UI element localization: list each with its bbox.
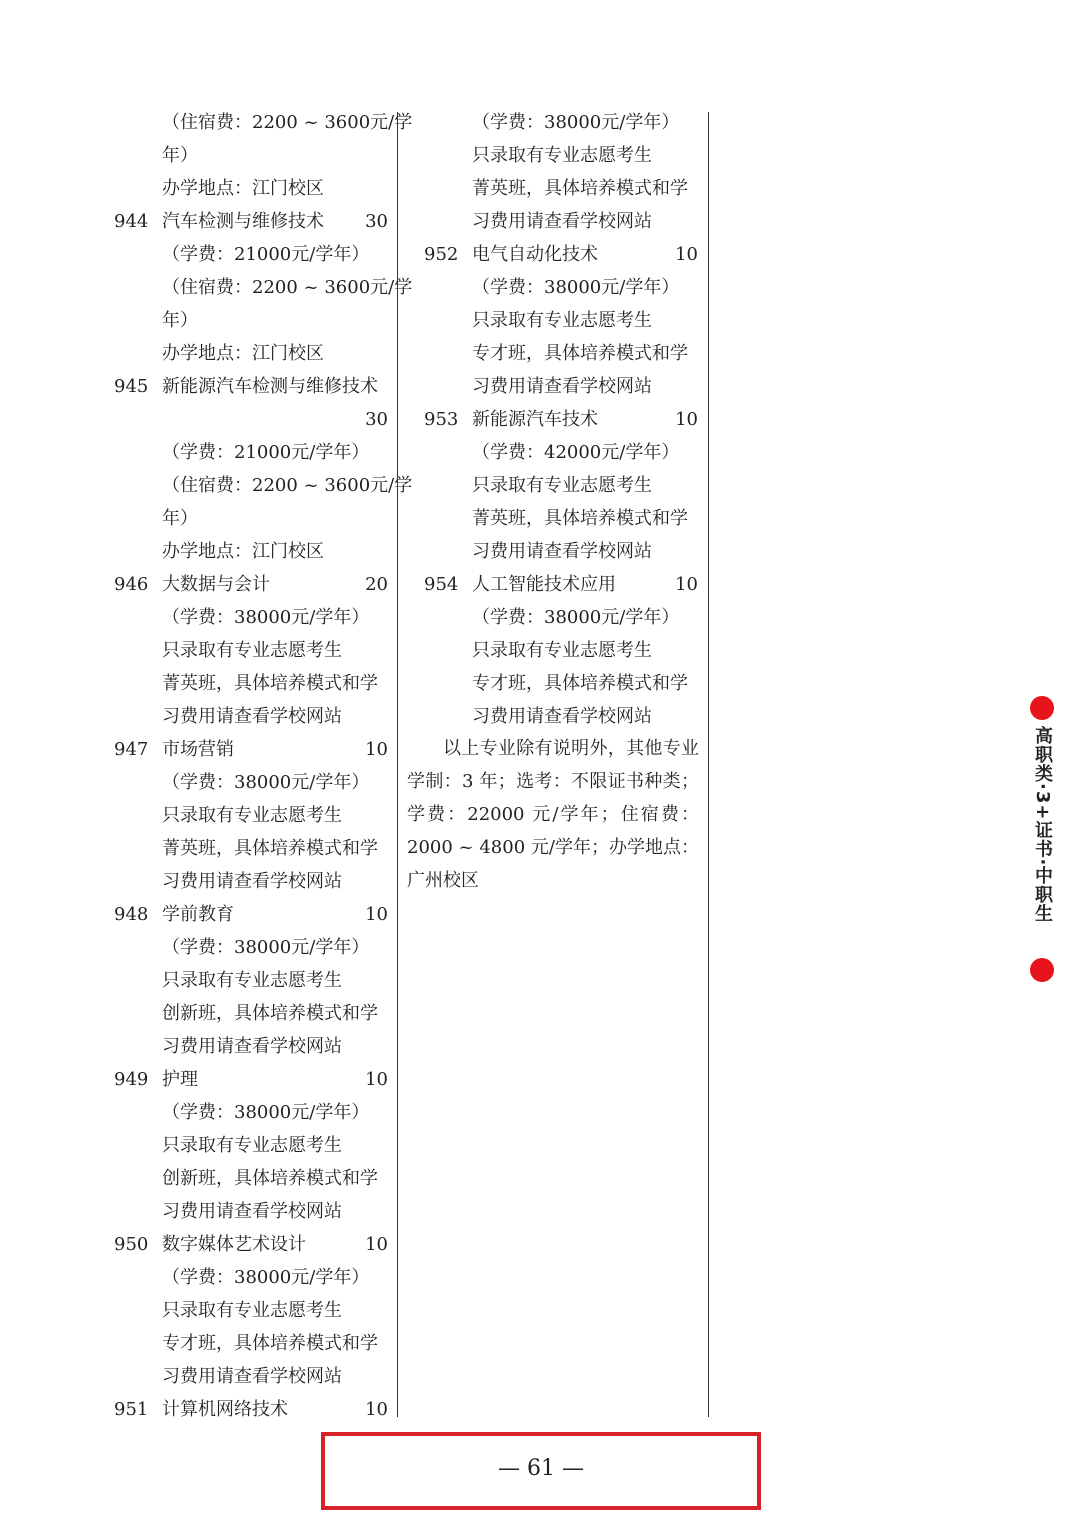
program-row — [420, 568, 700, 601]
program-detail-line — [108, 865, 390, 898]
program-detail-line — [420, 469, 700, 502]
program-code: 954 — [424, 574, 459, 595]
program-detail-line — [108, 1327, 390, 1360]
program-detail-text: 专才班，具体培养模式和学 — [472, 343, 688, 364]
program-detail-line — [108, 337, 390, 370]
program-detail-text: 创新班，具体培养模式和学 — [162, 1168, 378, 1189]
program-detail-line — [420, 106, 700, 139]
program-row — [420, 238, 700, 271]
program-detail-line — [108, 667, 390, 700]
program-detail-text: 只录取有专业志愿考生 — [472, 310, 652, 331]
program-detail-text: 办学地点：江门校区 — [162, 178, 324, 199]
program-detail-line — [108, 271, 413, 304]
program-detail-line — [420, 271, 700, 304]
program-quota: 10 — [675, 574, 698, 595]
program-detail-text: 专才班，具体培养模式和学 — [162, 1333, 378, 1354]
program-detail-text: 菁英班，具体培养模式和学 — [472, 178, 688, 199]
program-row — [108, 898, 390, 931]
program-detail-text: 只录取有专业志愿考生 — [162, 970, 342, 991]
program-detail-text: 习费用请查看学校网站 — [472, 211, 652, 232]
program-detail-line — [420, 337, 700, 370]
program-detail-line — [108, 1129, 390, 1162]
program-detail-line — [108, 1162, 390, 1195]
program-row — [108, 1393, 390, 1426]
program-detail-text: 只录取有专业志愿考生 — [162, 640, 342, 661]
program-code: 947 — [114, 739, 149, 760]
program-detail-text: （学费：38000元/学年） — [162, 772, 370, 793]
program-detail-text: 年） — [162, 310, 198, 331]
column-divider — [397, 112, 398, 1417]
program-row — [108, 205, 390, 238]
program-detail-line — [108, 1294, 390, 1327]
program-detail-line — [420, 667, 700, 700]
program-detail-text: 只录取有专业志愿考生 — [472, 145, 652, 166]
program-detail-text: 习费用请查看学校网站 — [162, 1366, 342, 1387]
program-code: 949 — [114, 1069, 149, 1090]
program-row — [108, 370, 390, 403]
program-detail-line — [420, 436, 700, 469]
program-detail-line — [108, 832, 390, 865]
program-detail-text: 习费用请查看学校网站 — [472, 706, 652, 727]
program-detail-line — [108, 766, 390, 799]
program-detail-line — [108, 106, 413, 139]
program-name: 市场营销 — [162, 739, 234, 760]
program-detail-line — [108, 1360, 390, 1393]
program-detail-text: （学费：38000元/学年） — [162, 607, 370, 628]
program-detail-text: （住宿费：2200 ~ 3600元/学 — [162, 112, 413, 133]
program-row — [108, 1228, 390, 1261]
program-detail-line — [108, 535, 390, 568]
program-name: 大数据与会计 — [162, 574, 270, 595]
program-detail-text: （学费：38000元/学年） — [472, 607, 680, 628]
program-detail-line — [420, 205, 700, 238]
program-detail-line — [108, 502, 390, 535]
program-detail-line — [420, 139, 700, 172]
program-detail-text: （学费：38000元/学年） — [162, 937, 370, 958]
footer-highlight-box — [321, 1432, 761, 1510]
program-quota: 30 — [365, 409, 388, 430]
program-detail-text: 办学地点：江门校区 — [162, 541, 324, 562]
program-detail-text: 习费用请查看学校网站 — [472, 541, 652, 562]
program-code: 953 — [424, 409, 459, 430]
program-detail-line — [108, 436, 390, 469]
red-dot-icon — [1030, 696, 1054, 720]
program-row — [108, 733, 390, 766]
program-row — [420, 403, 700, 436]
program-detail-line — [108, 931, 390, 964]
program-detail-line — [420, 601, 700, 634]
program-detail-line — [108, 139, 390, 172]
program-name: 数字媒体艺术设计 — [162, 1234, 306, 1255]
program-detail-text: （学费：38000元/学年） — [472, 112, 680, 133]
program-quota: 10 — [675, 409, 698, 430]
program-quota: 30 — [365, 211, 388, 232]
program-detail-line — [420, 634, 700, 667]
program-detail-line — [108, 1096, 390, 1129]
right-column — [420, 106, 700, 733]
program-detail-text: 习费用请查看学校网站 — [162, 1036, 342, 1057]
program-code: 948 — [114, 904, 149, 925]
program-code: 944 — [114, 211, 149, 232]
left-column — [108, 106, 413, 1426]
red-dot-icon — [1030, 958, 1054, 982]
program-detail-line — [108, 1030, 390, 1063]
program-code: 945 — [114, 376, 149, 397]
program-detail-line — [108, 601, 390, 634]
program-detail-text: 只录取有专业志愿考生 — [162, 805, 342, 826]
program-detail-text: 菁英班，具体培养模式和学 — [162, 838, 378, 859]
program-detail-text: 习费用请查看学校网站 — [162, 871, 342, 892]
program-detail-text: （学费：38000元/学年） — [162, 1102, 370, 1123]
program-detail-line — [108, 964, 390, 997]
program-code: 952 — [424, 244, 459, 265]
program-detail-line — [108, 1261, 390, 1294]
program-detail-text: （学费：21000元/学年） — [162, 442, 370, 463]
program-detail-line — [108, 997, 390, 1030]
program-quota: 10 — [365, 1069, 388, 1090]
program-quota: 10 — [365, 739, 388, 760]
program-name: 护理 — [162, 1069, 198, 1090]
program-detail-line — [420, 172, 700, 205]
page-number: — 61 — — [498, 1456, 584, 1481]
program-detail-line — [108, 799, 390, 832]
program-detail-line — [108, 238, 390, 271]
program-detail-text: （住宿费：2200 ~ 3600元/学 — [162, 475, 413, 496]
program-detail-text: 只录取有专业志愿考生 — [472, 640, 652, 661]
program-code: 946 — [114, 574, 149, 595]
program-row — [108, 1063, 390, 1096]
program-detail-text: 年） — [162, 145, 198, 166]
program-detail-line — [420, 304, 700, 337]
program-name: 新能源汽车技术 — [472, 409, 598, 430]
program-detail-line — [420, 700, 700, 733]
program-quota: 10 — [365, 1399, 388, 1420]
program-detail-line — [420, 535, 700, 568]
program-name: 人工智能技术应用 — [472, 574, 616, 595]
note-paragraph: 以上专业除有说明外，其他专业学制：3 年；选考：不限证书种类；学费：22000 元/学年；住宿费：2000 ~ 4800 元/学年；办学地点：广州校区 — [407, 738, 699, 891]
program-detail-text: （住宿费：2200 ~ 3600元/学 — [162, 277, 413, 298]
program-quota: 10 — [675, 244, 698, 265]
program-row — [108, 568, 390, 601]
program-detail-text: 只录取有专业志愿考生 — [162, 1300, 342, 1321]
program-detail-line — [108, 700, 390, 733]
program-name: 新能源汽车检测与维修技术 — [162, 376, 378, 397]
program-detail-text: （学费：38000元/学年） — [472, 277, 680, 298]
program-detail-line — [420, 370, 700, 403]
side-tab-label: 高职类·3+证书·中职生 — [1032, 726, 1053, 924]
program-detail-line — [108, 304, 390, 337]
program-detail-line — [108, 634, 390, 667]
program-quota: 10 — [365, 904, 388, 925]
program-detail-text: （学费：21000元/学年） — [162, 244, 370, 265]
program-detail-text: 年） — [162, 508, 198, 529]
program-name: 汽车检测与维修技术 — [162, 211, 324, 232]
program-name: 学前教育 — [162, 904, 234, 925]
program-detail-text: （学费：38000元/学年） — [162, 1267, 370, 1288]
program-detail-text: 只录取有专业志愿考生 — [472, 475, 652, 496]
program-detail-text: 习费用请查看学校网站 — [472, 376, 652, 397]
program-code: 950 — [114, 1234, 149, 1255]
program-detail-text: 习费用请查看学校网站 — [162, 1201, 342, 1222]
program-detail-text: 创新班，具体培养模式和学 — [162, 1003, 378, 1024]
program-detail-line — [108, 469, 413, 502]
program-code: 951 — [114, 1399, 149, 1420]
program-detail-text: 习费用请查看学校网站 — [162, 706, 342, 727]
program-detail-text: 专才班，具体培养模式和学 — [472, 673, 688, 694]
program-detail-line — [108, 1195, 390, 1228]
program-detail-text: （学费：42000元/学年） — [472, 442, 680, 463]
column-divider — [708, 112, 709, 1417]
program-quota-line — [108, 403, 390, 436]
program-name: 电气自动化技术 — [472, 244, 598, 265]
program-detail-text: 菁英班，具体培养模式和学 — [472, 508, 688, 529]
program-detail-line — [420, 502, 700, 535]
program-detail-line — [108, 172, 390, 205]
program-detail-text: 办学地点：江门校区 — [162, 343, 324, 364]
program-detail-text: 菁英班，具体培养模式和学 — [162, 673, 378, 694]
program-detail-text: 只录取有专业志愿考生 — [162, 1135, 342, 1156]
side-tab — [1026, 696, 1058, 986]
program-quota: 20 — [365, 574, 388, 595]
program-name: 计算机网络技术 — [162, 1399, 288, 1420]
program-quota: 10 — [365, 1234, 388, 1255]
